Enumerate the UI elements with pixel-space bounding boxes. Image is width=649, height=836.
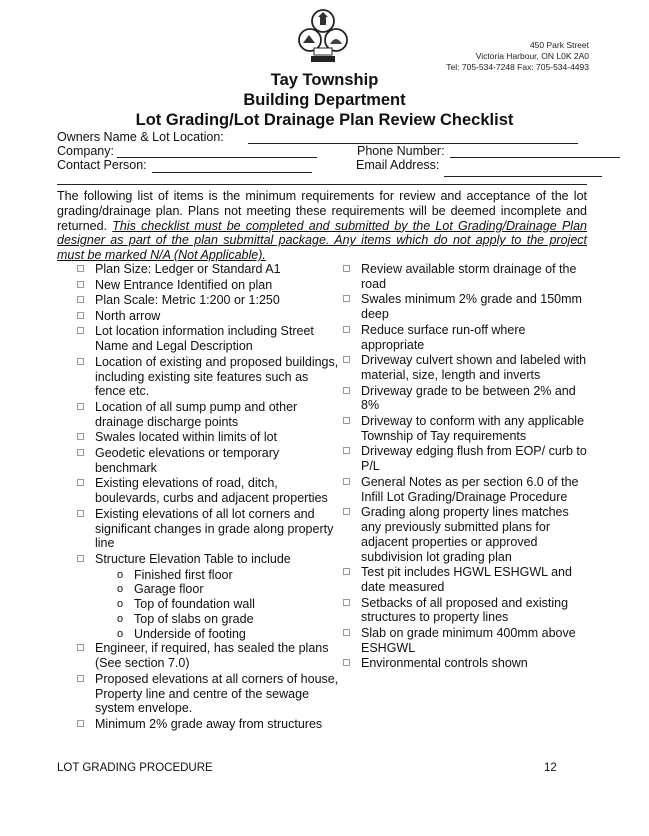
- checkbox[interactable]: [343, 295, 350, 302]
- checkbox[interactable]: [77, 479, 84, 486]
- checkbox[interactable]: [343, 447, 350, 454]
- phone-label: Phone Number:: [357, 144, 445, 158]
- checkbox[interactable]: [343, 659, 350, 666]
- divider: [57, 184, 587, 185]
- checklist-item-label: Review available storm drainage of the road: [361, 262, 577, 291]
- document-title: [0, 70, 649, 130]
- checkbox[interactable]: [77, 510, 84, 517]
- checkbox[interactable]: [77, 449, 84, 456]
- circle-bullet-icon: o: [117, 598, 124, 611]
- checklist-item-label: Setbacks of all proposed and existing structures to property lines: [361, 595, 569, 625]
- checklist-item-label: Existing elevations of road, ditch, boulevards, curbs and adjacent properties: [95, 476, 328, 506]
- sub-item: [75, 627, 340, 642]
- checklist-item-label: Minimum 2% grade away from structures: [95, 717, 323, 732]
- checklist-item: [75, 309, 340, 324]
- checklist-item-label: Grading along property lines matches any previously submitted plans for adjacent properties or approved subdivision lot grading plan: [361, 505, 569, 564]
- checklist-item: [341, 596, 591, 626]
- checklist-item: [341, 475, 591, 505]
- checklist-item-label: Plan Scale: Metric 1:200 or 1:250: [95, 293, 280, 308]
- checkbox[interactable]: [343, 508, 350, 515]
- checklist-item: [341, 656, 591, 671]
- checklist-item: [341, 323, 591, 353]
- sub-item: [75, 568, 340, 583]
- checklist-item: [75, 717, 340, 732]
- checklist-item-label: Structure Elevation Table to include: [95, 551, 291, 566]
- intro-emphasis: This checklist must be completed and submitted by the Lot Grading/Drainage Plan designer as part of the plan submittal package. Any items which do not apply to the project must be marked N/A (Not Applicable).: [57, 218, 587, 263]
- address-line: Tel: 705-534-7248 Fax: 705-534-4493: [446, 62, 589, 72]
- checkbox[interactable]: [343, 387, 350, 394]
- checklist-item-label: Environmental controls shown: [361, 656, 528, 671]
- intro-paragraph: [57, 189, 587, 263]
- checkbox[interactable]: [77, 720, 84, 727]
- checkbox[interactable]: [77, 644, 84, 651]
- address-line: Victoria Harbour, ON L0K 2A0: [475, 51, 589, 61]
- checklist-item-label: Location of all sump pump and other drainage discharge points: [95, 399, 298, 429]
- footer-title: LOT GRADING PROCEDURE: [57, 762, 213, 774]
- checkbox[interactable]: [343, 629, 350, 636]
- checkbox[interactable]: [77, 358, 84, 365]
- contact-field[interactable]: [152, 172, 312, 173]
- intro-text: The following list of items is the minimum requirements for review and acceptance of the lot grading/drainage plan. Plans not meeting these requirements will be deemed incomplete and returned.: [57, 189, 587, 233]
- checklist-item: [75, 641, 340, 671]
- checklist-item: [75, 446, 340, 476]
- circle-bullet-icon: o: [117, 627, 124, 640]
- township-crest-icon: [293, 8, 353, 66]
- checklist-item-label: Proposed elevations at all corners of house, Property line and centre of the sewage system envelope.: [95, 671, 339, 716]
- circle-bullet-icon: o: [117, 612, 124, 625]
- checklist-item-label: Driveway culvert shown and labeled with material, size, length and inverts: [361, 353, 587, 382]
- checklist-right-column: [341, 262, 591, 672]
- checklist-item-label: New Entrance Identified on plan: [95, 277, 273, 292]
- circle-bullet-icon: o: [117, 568, 124, 581]
- checkbox[interactable]: [77, 675, 84, 682]
- checklist-item-label: Driveway edging flush from EOP/ curb to P/L: [361, 444, 587, 474]
- checklist-item: [341, 262, 591, 292]
- company-field[interactable]: [117, 157, 317, 158]
- title-department: Building Department: [243, 91, 406, 109]
- title-township: Tay Township: [270, 71, 379, 89]
- checklist-item-label: North arrow: [95, 308, 161, 323]
- checkbox[interactable]: [77, 433, 84, 440]
- checkbox[interactable]: [343, 356, 350, 363]
- sub-item-label: Underside of footing: [134, 626, 246, 641]
- checkbox[interactable]: [343, 265, 350, 272]
- checkbox[interactable]: [77, 281, 84, 288]
- checklist-item: [341, 353, 591, 383]
- sub-item: [75, 612, 340, 627]
- checklist-item: [75, 430, 340, 445]
- checklist-item: [75, 672, 340, 716]
- checklist-item: [75, 552, 340, 567]
- circle-bullet-icon: o: [117, 583, 124, 596]
- checkbox[interactable]: [77, 296, 84, 303]
- email-field[interactable]: [444, 176, 602, 177]
- checklist-item: [341, 565, 591, 595]
- checklist-item-label: Driveway grade to be between 2% and 8%: [361, 383, 576, 413]
- checklist-item: [341, 292, 591, 322]
- checklist-item: [75, 324, 340, 354]
- title-checklist: Lot Grading/Lot Drainage Plan Review Checklist: [135, 111, 514, 129]
- contact-address: [446, 40, 589, 73]
- checklist-item-label: Swales located within limits of lot: [95, 430, 278, 445]
- checkbox[interactable]: [77, 403, 84, 410]
- checklist-item-label: Slab on grade minimum 400mm above ESHGWL: [361, 625, 576, 655]
- checklist-item-label: Existing elevations of all lot corners and significant changes in grade along property line: [95, 506, 334, 551]
- checkbox[interactable]: [77, 327, 84, 334]
- checklist-item: [75, 400, 340, 430]
- checkbox[interactable]: [343, 417, 350, 424]
- checklist-item: [75, 278, 340, 293]
- checkbox[interactable]: [343, 326, 350, 333]
- checkbox[interactable]: [343, 568, 350, 575]
- checkbox[interactable]: [343, 478, 350, 485]
- company-label: Company:: [57, 144, 114, 158]
- checklist-item: [75, 507, 340, 551]
- sub-item-label: Garage floor: [134, 582, 204, 597]
- checklist-left-column: [75, 262, 340, 733]
- checklist-item-label: General Notes as per section 6.0 of the Infill Lot Grading/Drainage Procedure: [361, 474, 579, 504]
- checkbox[interactable]: [77, 555, 84, 562]
- sub-item-label: Finished first floor: [134, 567, 233, 582]
- page-number: 12: [544, 762, 557, 774]
- address-line: 450 Park Street: [529, 40, 589, 50]
- checklist-item: [341, 414, 591, 444]
- phone-field[interactable]: [450, 157, 620, 158]
- sub-item-label: Top of slabs on grade: [134, 611, 254, 626]
- checklist-item: [341, 626, 591, 656]
- sub-item: [75, 597, 340, 612]
- checklist-item: [75, 476, 340, 506]
- checklist-item-label: Geodetic elevations or temporary benchmark: [95, 445, 280, 475]
- contact-label: Contact Person:: [57, 158, 147, 172]
- email-label: Email Address:: [356, 158, 440, 172]
- checklist-item-label: Reduce surface run-off where appropriate: [361, 322, 526, 352]
- checklist-item-label: Swales minimum 2% grade and 150mm deep: [361, 292, 582, 322]
- checklist-item-label: Plan Size: Ledger or Standard A1: [95, 262, 281, 276]
- checkbox[interactable]: [77, 312, 84, 319]
- checklist-item-label: Test pit includes HGWL ESHGWL and date measured: [361, 565, 572, 594]
- checklist-item: [75, 293, 340, 308]
- checklist-item: [75, 262, 340, 277]
- checkbox[interactable]: [77, 265, 84, 272]
- sub-item-label: Top of foundation wall: [134, 597, 255, 612]
- checklist-item-label: Driveway to conform with any applicable Township of Tay requirements: [361, 413, 585, 443]
- owners-label: Owners Name & Lot Location:: [57, 130, 224, 144]
- checklist-item-label: Lot location information including Street Name and Legal Description: [95, 324, 314, 354]
- checklist-item-label: Engineer, if required, has sealed the plans (See section 7.0): [95, 641, 329, 671]
- checklist-item: [341, 384, 591, 414]
- checklist-item: [341, 444, 591, 474]
- checklist-item: [75, 355, 340, 399]
- sub-item: [75, 582, 340, 597]
- checklist-item-label: Location of existing and proposed buildings, including existing site features such as fence etc.: [95, 354, 339, 399]
- checkbox[interactable]: [343, 599, 350, 606]
- checklist-item: [341, 505, 591, 564]
